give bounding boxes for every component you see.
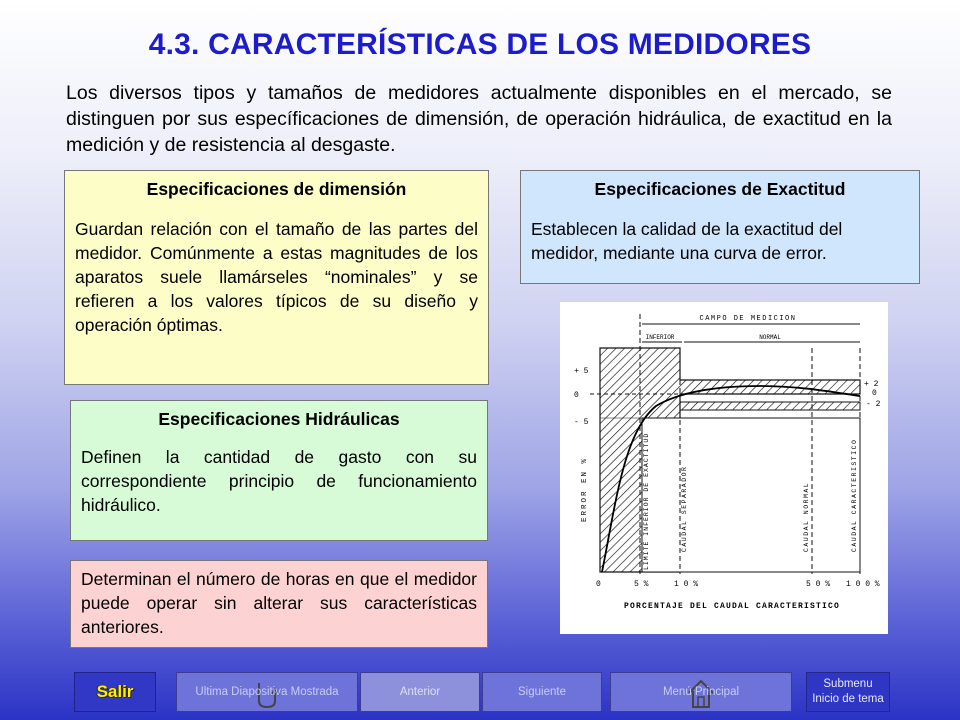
previous-label: Anterior <box>399 686 441 698</box>
vlabel-characteristic: CAUDAL CARACTERISTICO <box>851 438 858 552</box>
error-band-lower <box>680 402 860 410</box>
y-tick-minus5: - 5 <box>574 418 589 427</box>
salir-button[interactable] <box>74 672 156 712</box>
range-label: CAMPO DE MEDICION <box>699 315 797 323</box>
accuracy-spec-title: Especificaciones de Exactitud <box>594 179 846 199</box>
x-tick-50: 5 0 % <box>806 580 831 589</box>
wear-spec-text: Determinan el número de horas en que el medidor puede operar sin alterar sus características anteriores. <box>81 569 477 637</box>
accuracy-spec-box <box>520 170 920 284</box>
next-label: Siguiente <box>518 686 566 698</box>
last-viewed-slide-button[interactable] <box>176 672 358 712</box>
vlabel-limit: LIMITE INFERIOR DE EXACTITUD <box>643 432 650 570</box>
main-menu-button[interactable] <box>610 672 792 712</box>
topic-start-label: Inicio de tema <box>812 693 884 705</box>
right-tick-plus2: + 2 <box>864 380 879 389</box>
dimension-spec-box <box>64 170 489 385</box>
vlabel-normal: CAUDAL NORMAL <box>803 481 810 552</box>
hydraulic-spec-box <box>70 400 488 541</box>
plot-frame <box>642 418 860 572</box>
y-tick-zero: 0 <box>574 391 579 400</box>
salir-label: Salir <box>96 682 134 701</box>
inferior-label: INFERIOR <box>645 334 675 341</box>
hydraulic-spec-text: Definen la cantidad de gasto con su correspondiente principio de funcionamiento hidráulico. <box>81 447 477 515</box>
right-tick-zero: 0 <box>872 389 877 398</box>
normal-label: NORMAL <box>759 334 781 341</box>
next-button[interactable] <box>482 672 602 712</box>
x-tick-100: 1 0 0 % <box>846 580 880 589</box>
dimension-spec-title: Especificaciones de dimensión <box>146 179 407 199</box>
slide-title: 4.3. CARACTERÍSTICAS DE LOS MEDIDORES <box>148 28 812 61</box>
x-tick-5: 5 % <box>634 580 649 589</box>
accuracy-spec-text: Establecen la calidad de la exactitud del medidor, mediante una curva de error. <box>531 219 843 263</box>
submenu-button[interactable] <box>806 672 890 712</box>
y-axis-label: ERROR EN % <box>581 456 589 522</box>
x-tick-0: 0 <box>596 580 601 589</box>
vlabel-separator: CAUDAL SEPARADOR <box>681 465 688 552</box>
right-tick-minus2: - 2 <box>866 400 881 409</box>
x-tick-10: 1 0 % <box>674 580 699 589</box>
error-curve-diagram <box>560 302 888 634</box>
error-curve-figure <box>560 302 888 634</box>
dimension-spec-text: Guardan relación con el tamaño de las partes del medidor. Comúnmente a estas magnitudes de los aparatos suele llamárseles “nominales” y se refieren a los valores típicos de su diseño y operación óptimas. <box>75 219 478 335</box>
x-axis-label: PORCENTAJE DEL CAUDAL CARACTERISTICO <box>623 602 841 611</box>
y-tick-plus5: + 5 <box>574 367 589 376</box>
submenu-label: Submenu <box>823 678 873 690</box>
main-menu-label: Menú Principal <box>662 686 740 698</box>
intro-paragraph: Los diversos tipos y tamaños de medidores actualmente disponibles en el mercado, se distinguen por sus específicaciones de dimensión, de operación hidráulica, de exactitud en la medición y de resistencia al desgaste. <box>66 82 892 156</box>
hydraulic-spec-title: Especificaciones Hidráulicas <box>158 409 400 429</box>
previous-button[interactable] <box>360 672 480 712</box>
wear-spec-box <box>70 560 488 648</box>
last-viewed-slide-label: Ultima Diapositiva Mostrada <box>195 686 339 698</box>
